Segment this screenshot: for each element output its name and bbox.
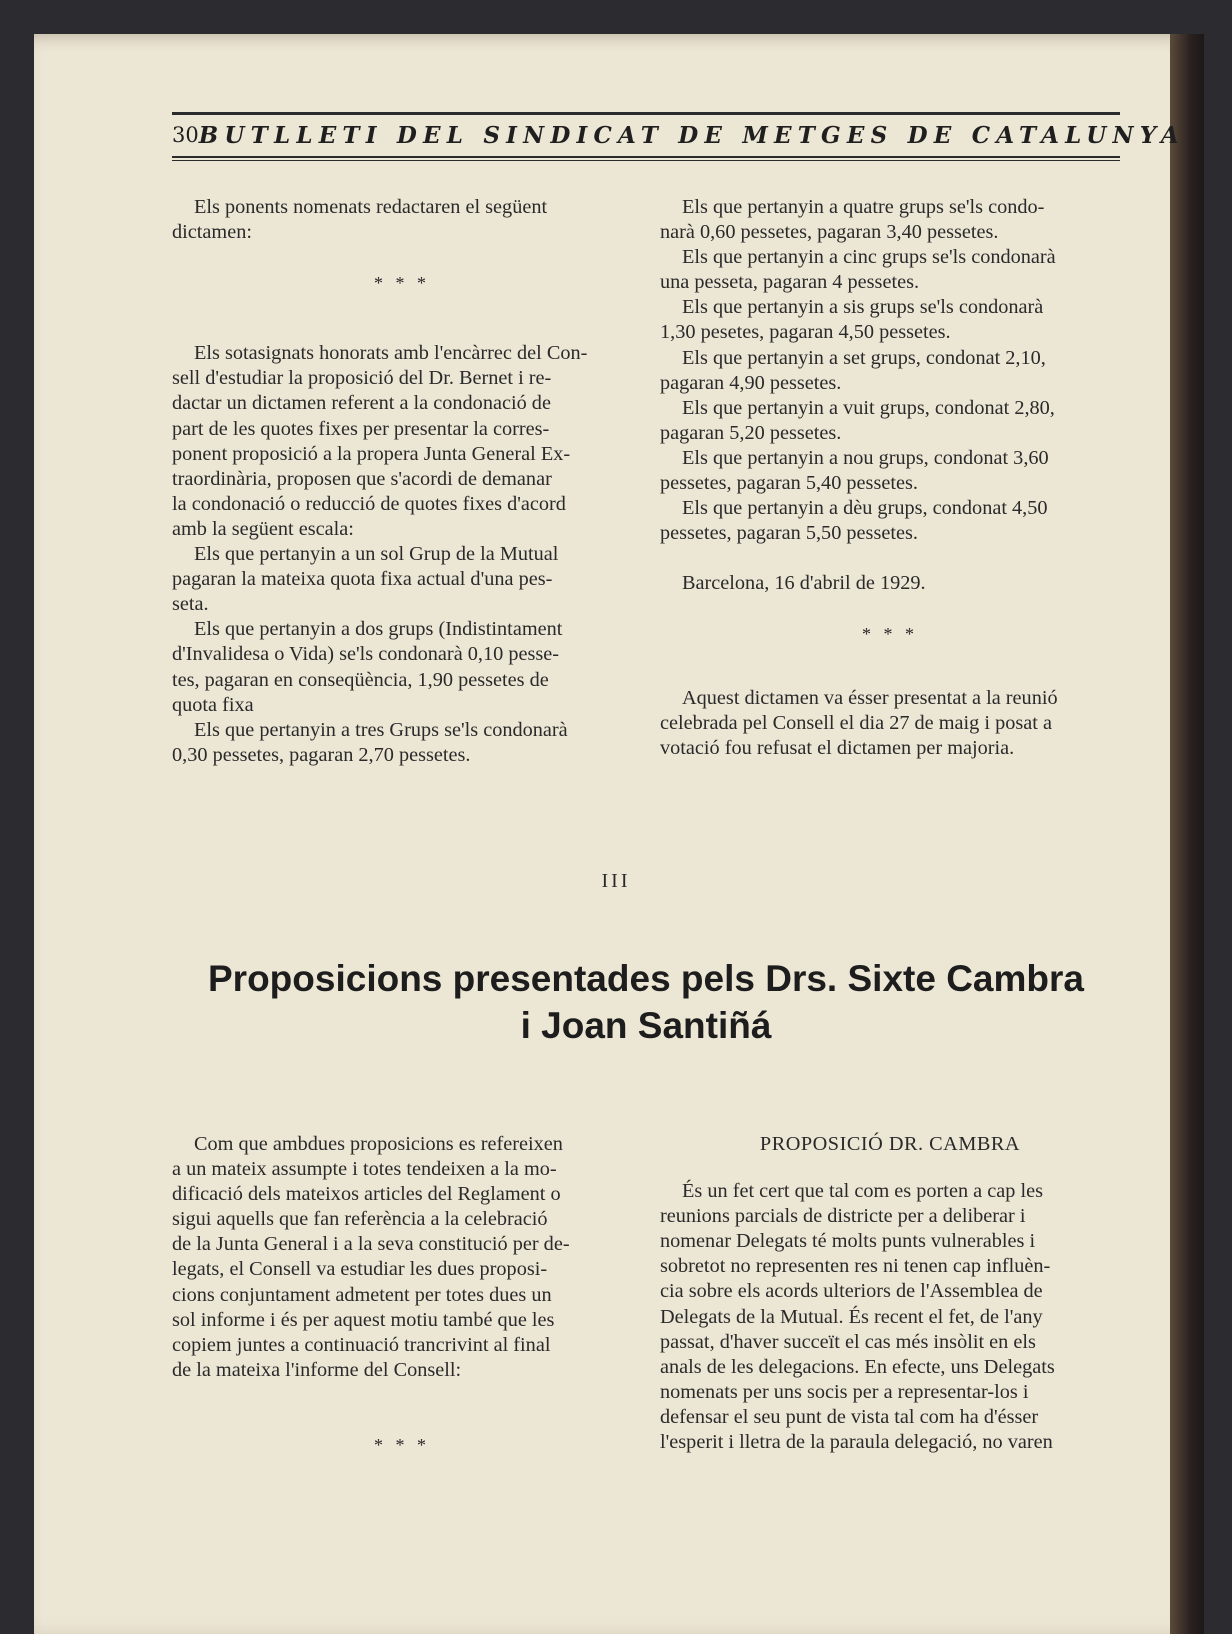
proposal-body: És un fet cert que tal com es porten a cap les reunions parcials de districte per a deliberar i nomenar Delegats té molts punts vulnerables i sobretot no representen res ni tenen cap influèn- cia sobre els acords ulteriors de l'Assemblea de Delegats de la Mutual. És recent el fet, de l'any passat, d'haver succeït el cas més insòlit en els anals de les delegacions. En efecte, uns Delegats nomenats per uns socis per a representar-los i defensar el seu punt de vista tal com ha d'ésser l'esperit i lletra de la paraula delegació, no varen [660,1180,1055,1454]
section-title-line-1: Proposicions presentades pels Drs. Sixte Cambra [208,958,1084,999]
right-column-top [660,195,1120,761]
scale-item-9: Els que pertanyin a nou grups, condonat 3,60 pessetes, pagaran 5,40 pessetes. [660,446,1049,495]
journal-title: BUTLLETI DEL SINDICAT DE METGES DE CATALUNYA [198,121,1185,149]
scale-item-7: Els que pertanyin a set grups, condonat 2,10, pagaran 4,90 pessetes. [660,346,1046,394]
section-separator: * * * [862,624,918,645]
scale-item-8: Els que pertanyin a vuit grups, condonat 2,80, pagaran 5,20 pessetes. [660,396,1055,444]
header-rule-bottom-1 [172,156,1120,158]
scale-item-6: Els que pertanyin a sis grups se'ls condonarà 1,30 pesetes, pagaran 4,50 pessetes. [660,296,1044,344]
outcome-paragraph: Aquest dictamen va ésser presentat a la reunió celebrada pel Consell el dia 27 de maig i posat a votació fou refusat el dictamen per majoria. [660,686,1058,759]
section-title-line-2: i Joan Santiñá [520,1005,772,1046]
page-number: 30 [172,123,199,147]
intro-paragraph: Els ponents nomenats redactaren el següent dictamen: [172,196,548,244]
left-column-bottom [172,1132,632,1458]
scale-item-3: Els que pertanyin a tres Grups se'ls condonarà 0,30 pessetes, pagaran 2,70 pessetes. [172,718,568,766]
scale-item-5: Els que pertanyin a cinc grups se'ls condonarà una pesseta, pagaran 4 pessetes. [660,246,1056,294]
header-rule-top [172,112,1120,115]
intro-paragraph-2: Com que ambdues proposicions es refereixen a un mateix assumpte i totes tendeixen a la mo- dificació dels mateixos articles del Reglament o sigui aquells que fan referència a la celebració de la Junta General i a la seva constitució per de- legats, el Consell va estudiar les dues proposi- cions conjuntament admetent per totes dues un sol informe i és per aquest motiu també que les copiem juntes a continuació trancrivint al final de la mateixa l'informe del Consell: [172,1133,570,1381]
scale-item-4: Els que pertanyin a quatre grups se'ls condo- narà 0,60 pessetes, pagaran 3,40 pessetes. [660,196,1045,244]
scale-item-1: Els que pertanyin a un sol Grup de la Mutual pagaran la mateixa quota fixa actual d'una pes- seta. [172,543,559,616]
section-number: III [601,870,631,892]
section-separator: * * * [374,273,430,294]
section-title [172,955,1120,1049]
proposal-heading: PROPOSICIÓ DR. CAMBRA [759,1133,1021,1155]
left-column-top [172,195,632,768]
scale-item-10: Els que pertanyin a dèu grups, condonat 4,50 pessetes, pagaran 5,50 pessetes. [660,497,1048,545]
scale-item-2: Els que pertanyin a dos grups (Indistintament d'Invalidesa o Vida) se'ls condonarà 0,10 pesse- tes, pagaran en conseqüència, 1,90 pessetes de quota fixa [172,618,563,716]
dictamen-paragraph: Els sotasignats honorats amb l'encàrrec del Con- sell d'estudiar la proposició del Dr. Bernet i re- dactar un dictamen referent a la condonació de part de les quotes fixes per presentar la corres- ponent proposició a la propera Junta General Ex- traordinària, proposen que s'acordi de demanar la condonació o reducció de quotes fixes d'acord amb la següent escala: [172,342,588,540]
book-spine [1170,34,1204,1634]
right-column-bottom [660,1132,1120,1455]
running-header [172,118,1185,152]
header-rule-bottom-2 [172,160,1120,161]
section-separator: * * * [374,1434,430,1455]
date-line: Barcelona, 16 d'abril de 1929. [682,572,926,595]
